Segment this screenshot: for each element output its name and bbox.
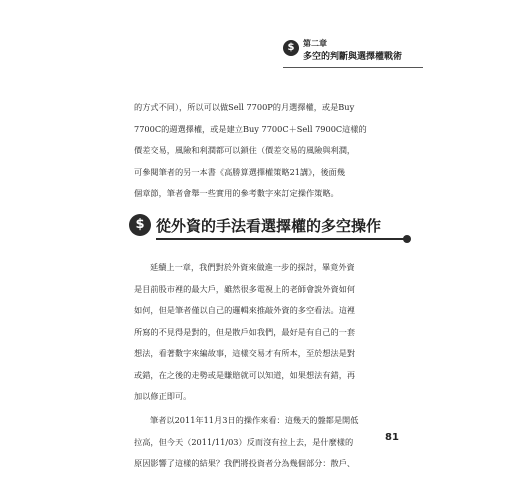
chapter-badge-icon: $ (283, 40, 299, 56)
chapter-subtitle: 多空的判斷與選擇權戰術 (303, 52, 403, 62)
text-line: 7700C的週選擇權，或是建立Buy 7700C＋Sell 7900C這樣的 (134, 123, 367, 134)
text-line: 的方式不同），所以可以做Sell 7700P的月選擇權，或是Buy (134, 102, 355, 112)
page-number: 81 (385, 432, 399, 443)
section-heading (129, 212, 414, 242)
text-line: 延續上一章，我們對於外資來做進一步的探討，畢竟外資 (150, 262, 355, 272)
text-line: 價差交易，風險和利潤都可以鎖住（價差交易的風險與利潤， (134, 145, 356, 155)
dollar-badge-icon: $ (129, 214, 151, 236)
section-underline (156, 238, 404, 240)
text-line: 筆者以2011年11月3日的操作來看：這幾天的盤都是開低 (150, 415, 359, 425)
text-line: 可參閱筆者的另一本書《高勝算選擇權策略21講》，後面幾 (134, 166, 346, 177)
paragraph-1 (134, 257, 402, 408)
paragraph-2 (134, 410, 402, 475)
text-line: 如何，但是筆者僅以自己的邏輯來推敲外資的多空看法。這裡 (134, 305, 356, 315)
text-line: 拉高，但今天（2011/11/03）反而沒有拉上去，是什麼樣的 (134, 436, 354, 447)
text-line: 所寫的不見得是對的，但是散戶如我們，最好是有自己的一套 (134, 326, 356, 337)
text-line: 原因影響了這樣的結果？我們將投資者分為幾個部分：散戶、 (134, 458, 356, 468)
text-line: 是目前股市裡的最大戶，雖然很多電視上的老師會說外資如何 (134, 283, 356, 294)
chapter-label: 第二章 (303, 39, 327, 48)
intro-paragraph (134, 97, 402, 205)
section-underline-dot (403, 235, 411, 243)
text-line: 想法，看著數字來編故事，這樣交易才有所本，至於想法是對 (134, 348, 356, 358)
text-line: 個章節，筆者會舉一些實用的參考數字來訂定操作策略。 (134, 188, 339, 198)
header-divider (283, 67, 423, 68)
section-title: 從外資的手法看選擇權的多空操作 (156, 217, 382, 235)
text-line: 或錯，在之後的走勢或是賺賠就可以知道，如果想法有錯，再 (134, 369, 356, 380)
text-line: 加以修正即可。 (134, 391, 192, 401)
